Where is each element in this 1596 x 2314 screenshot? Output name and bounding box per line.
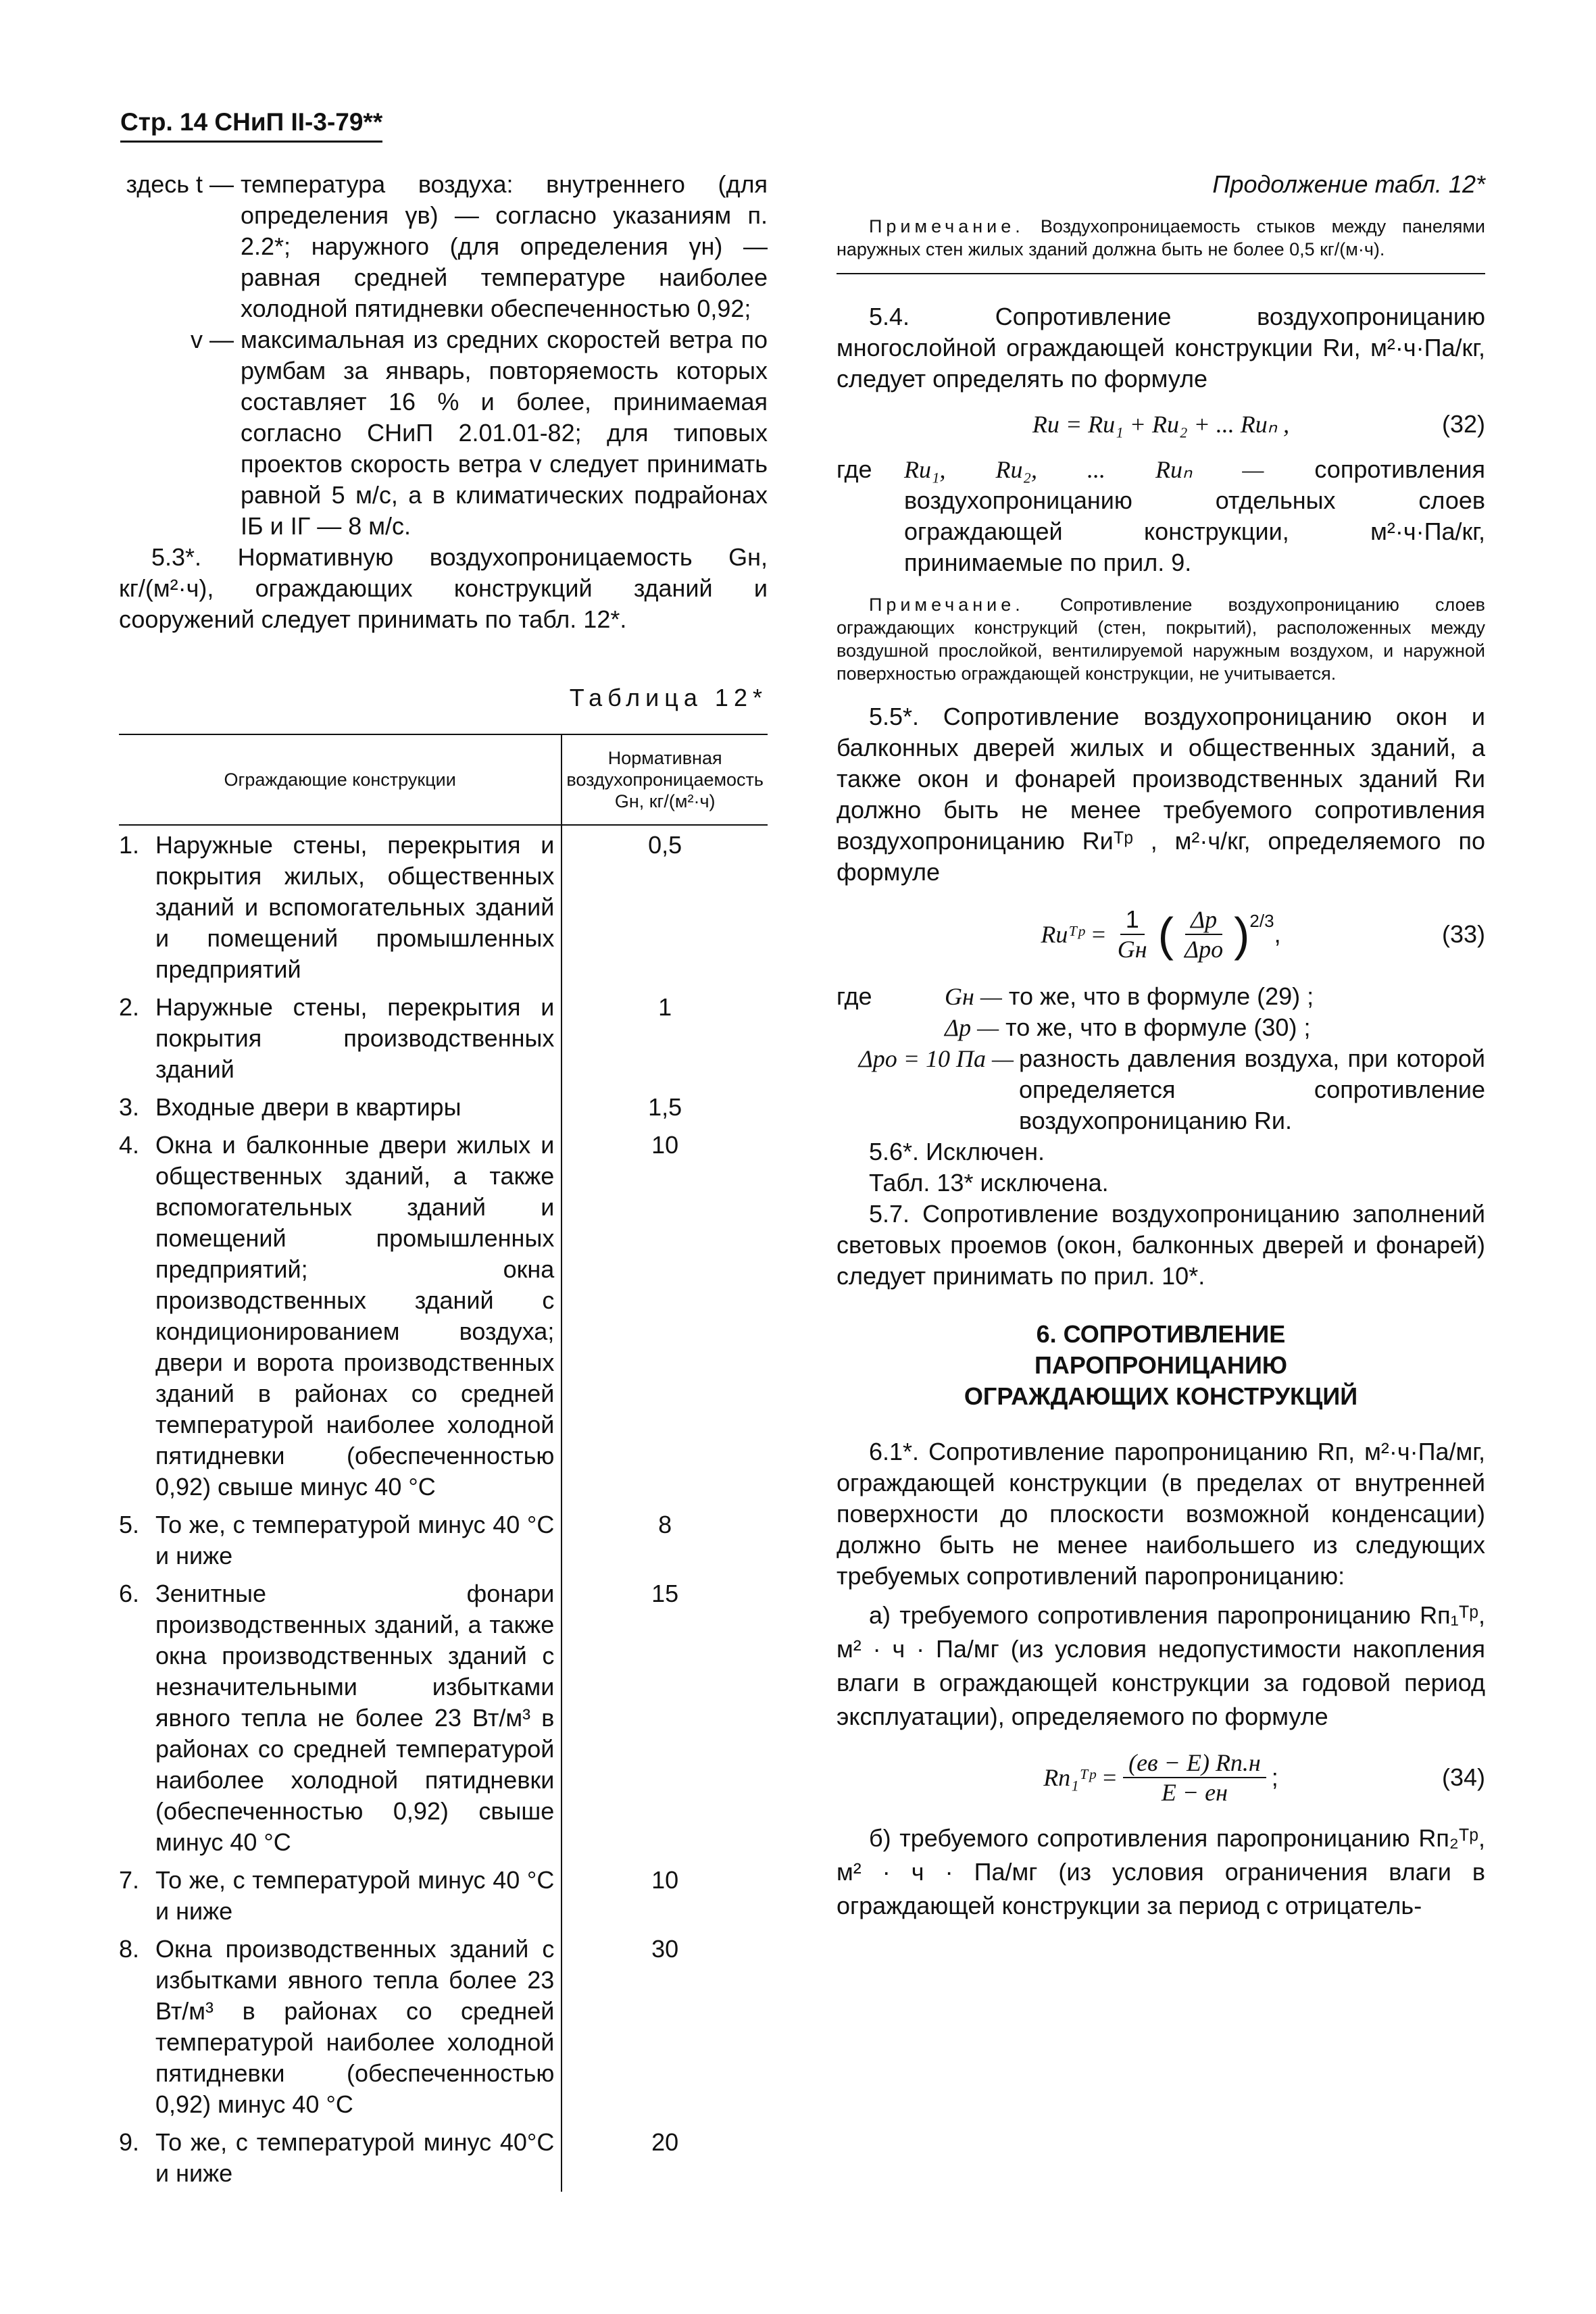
- row-number: 2.: [119, 993, 140, 1021]
- row-value: 10: [651, 1131, 679, 1159]
- page-header: Стр. 14 СНиП II-3-79**: [120, 108, 382, 143]
- denominator: Δpо: [1184, 936, 1224, 963]
- definition-v: [119, 324, 768, 542]
- def-symbol: здесь t —: [126, 170, 234, 198]
- note-label: Примечание.: [869, 595, 1024, 615]
- row-text: То же, с температурой минус 40°С и ниже: [155, 2128, 555, 2187]
- formula-number: (34): [1441, 1763, 1485, 1791]
- paragraph-5-3: 5.3*. Нормативную воздухопроницаемость Gн, кг/(м²·ч), ограждающих конструкций зданий и сооружений следует принимать по табл. 12*.: [119, 543, 768, 633]
- numerator: Δp: [1185, 905, 1222, 935]
- definition-t: [119, 169, 768, 324]
- row-number: 1.: [119, 831, 140, 859]
- row-value: 8: [658, 1511, 672, 1538]
- section-title-line: 6. СОПРОТИВЛЕНИЕ: [1036, 1320, 1286, 1348]
- paragraph-5-7: 5.7. Сопротивление воздухопроницанию заполнений световых проемов (окон, балконных дверей и фонарей) следует принимать по прил. 10*.: [837, 1200, 1485, 1290]
- table-row: [119, 1930, 768, 2123]
- numerator: 1: [1120, 905, 1145, 935]
- row-value: 20: [651, 2128, 679, 2156]
- paren-close: ): [1234, 908, 1250, 961]
- table-row: [119, 1088, 768, 1126]
- formula-33: Rиᵀᵖ = $\frac{1}{Gн}$ ( $\frac{\Delta p}{\text{Δpо}}$ ) $^{2/3}$ , (33): [1041, 905, 1485, 963]
- where-text: то же, что в формуле (30) ;: [1005, 1013, 1311, 1041]
- where-text: то же, что в формуле (29) ;: [1008, 982, 1314, 1010]
- paren-open: (: [1157, 908, 1174, 961]
- where-block-33-dp0: [837, 1043, 1485, 1136]
- row-number: 7.: [119, 1866, 140, 1894]
- right-column: [837, 169, 1485, 1923]
- table-row: [119, 1126, 768, 1505]
- formula-number: (32): [1441, 410, 1485, 438]
- table-12: [119, 734, 768, 2192]
- divider: [837, 273, 1485, 274]
- row-text: Окна и балконные двери жилых и общественных зданий, а также вспомогательных зданий и помещений промышленных предприятий; окна производственных зданий с кондиционированием воздуха; двери и ворота производственных зданий в районах со средней температурой наиболее холодной пятидневки (обеспеченностью 0,92) свыше минус 40 °С: [155, 1131, 555, 1501]
- section-6-title: [837, 1319, 1485, 1412]
- note-text: Воздухопроницаемость стыков между панелями наружных стен жилых зданий должна быть не более 0,5 кг/(м·ч).: [837, 216, 1485, 259]
- where-block-33: [837, 981, 1485, 1043]
- fraction-dp: [1179, 905, 1228, 963]
- left-column: [119, 169, 768, 2192]
- formula-32: [837, 404, 1485, 445]
- row-value: 10: [651, 1866, 679, 1894]
- row-value: 30: [651, 1935, 679, 1963]
- def-text: температура воздуха: внутреннего (для определения γв) — согласно указаниям п. 2.2*; наружного (для определения γн) — равная средней температуре наиболее холодной пятидневки обеспеченностью 0,92;: [241, 170, 768, 322]
- where-label: где: [837, 455, 872, 483]
- paragraph-5-4: 5.4. Сопротивление воздухопроницанию многослойной ограждающей конструкции Rи, м²·ч·Па/кг, следует определять по формуле: [837, 303, 1485, 393]
- row-text: Входные двери в квартиры: [155, 1093, 462, 1121]
- table-header-permeability: Нормативная воздухопроницаемость Gн, кг/(м²·ч): [562, 734, 768, 825]
- paragraph-5-5: 5.5*. Сопротивление воздухопроницанию окон и балконных дверей жилых и общественных зданий, а также окон и фонарей производственных зданий Rи должно быть не менее требуемого сопротивления воздухопроницанию Rиᵀᵖ , м²·ч/кг, определяемого по формуле: [837, 703, 1485, 886]
- where-label: [837, 1012, 904, 1043]
- row-text: Окна производственных зданий с избытками явного тепла более 23 Вт/м³ в районах со средней температурой наиболее холодной пятидневки (обеспеченностью 0,92) минус 40 °С: [155, 1935, 555, 2118]
- row-value: 1,5: [648, 1093, 682, 1121]
- denominator: E − eн: [1161, 1779, 1228, 1806]
- row-number: 9.: [119, 2128, 140, 2156]
- table-row: [119, 1574, 768, 1861]
- table-row: [119, 1505, 768, 1574]
- row-text: То же, с температурой минус 40 °С и ниже: [155, 1866, 555, 1925]
- paragraph-5-6: 5.6*. Исключен.: [869, 1138, 1045, 1165]
- note-text: Сопротивление воздухопроницанию слоев ограждающих конструкций (стен, покрытий), расположенных между воздушной прослойкой, вентилируемой наружным воздухом, и наружной поверхностью ограждающей конструкции, не учитывается.: [837, 595, 1485, 684]
- table-caption: Таблица 12*: [569, 684, 768, 711]
- where-label: где: [837, 982, 872, 1010]
- numerator: (eв − E) Rп.н: [1123, 1749, 1266, 1778]
- row-text: Наружные стены, перекрытия и покрытия жилых, общественных зданий и вспомогательных зданий и помещений промышленных предприятий: [155, 831, 555, 983]
- where-symbol: Gн —: [945, 983, 1002, 1010]
- table-continuation-label: Продолжение табл. 12*: [1212, 170, 1485, 198]
- where-text: разность давления воздуха, при которой определяется сопротивление воздухопроницанию Rи.: [1019, 1045, 1485, 1134]
- table-row: [119, 1861, 768, 1930]
- table-row: [119, 825, 768, 988]
- row-number: 3.: [119, 1093, 140, 1121]
- denominator: Gн: [1117, 936, 1147, 963]
- formula-number: (33): [1441, 920, 1485, 948]
- table-row: [119, 988, 768, 1088]
- formula-lhs: Rиᵀᵖ =: [1041, 921, 1107, 948]
- where-text: сопротивления воздухопроницанию отдельных слоев ограждающей конструкции, м²·ч·Па/кг, принимаемые по прил. 9.: [904, 455, 1485, 576]
- paragraph-6-1: 6.1*. Сопротивление паропроницанию Rп, м²·ч·Па/мг, ограждающей конструкции (в пределах от внутренней поверхности до плоскости возможной конденсации) должно быть не менее наибольшего из следующих требуемых сопротивлений паропроницанию:: [837, 1438, 1485, 1590]
- def-symbol: v —: [190, 326, 234, 353]
- row-text: Зенитные фонари производственных зданий, а также окна производственных зданий с незначительными избытками явного тепла не более 23 Вт/м³ в районах со средней температурой наиболее холодной пятидневки (обеспеченностью 0,92) свыше минус 40 °С: [155, 1580, 555, 1856]
- where-symbol: Rи₁, Rи₂, ... Rиₙ —: [904, 456, 1264, 483]
- paragraph-b: б) требуемого сопротивления паропроницанию Rп₂ᵀᵖ, м² · ч · Па/мг (из условия ограничения влаги в ограждающей конструкции за период с отрицатель-: [837, 1824, 1485, 1919]
- row-value: 1: [658, 993, 672, 1021]
- fraction-34: [1123, 1749, 1266, 1807]
- note-label: Примечание.: [869, 216, 1024, 236]
- fraction-1-over-g: [1112, 905, 1153, 963]
- formula-tail: ;: [1271, 1763, 1278, 1791]
- section-title-line: ОГРАЖДАЮЩИХ КОНСТРУКЦИЙ: [964, 1382, 1358, 1410]
- def-text: максимальная из средних скоростей ветра по румбам за январь, повторяемость которых составляет 16 % и более, принимаемая согласно СНиП 2.01.01-82; для типовых проектов скорость ветра v следует принимать равной 5 м/с, а в климатических подрайонах IБ и IГ — 8 м/с.: [241, 326, 768, 540]
- row-number: 6.: [119, 1580, 140, 1607]
- row-number: 8.: [119, 1935, 140, 1963]
- note-5-4: [837, 593, 1485, 685]
- note-table-12: [837, 215, 1485, 261]
- row-value: 0,5: [648, 831, 682, 859]
- formula-lhs: Rп₁ᵀᵖ =: [1043, 1764, 1118, 1791]
- where-symbol: Δp —: [945, 1014, 999, 1041]
- table-row: [119, 2123, 768, 2192]
- exponent: 2/3: [1249, 911, 1274, 931]
- formula-expression: Rи = Rи₁ + Rи₂ + ... Rиₙ ,: [1032, 411, 1290, 438]
- row-text: Наружные стены, перекрытия и покрытия производственных зданий: [155, 993, 555, 1083]
- row-value: 15: [651, 1580, 679, 1607]
- table-header-constructions: Ограждающие конструкции: [119, 734, 562, 825]
- row-text: То же, с температурой минус 40 °С и ниже: [155, 1511, 555, 1569]
- table-13-removed: Табл. 13* исключена.: [869, 1169, 1109, 1197]
- formula-34: [837, 1749, 1485, 1807]
- where-symbol: Δpо = 10 Па —: [858, 1045, 1014, 1072]
- section-title-line: ПАРОПРОНИЦАНИЮ: [1034, 1351, 1287, 1379]
- where-block-32: [837, 454, 1485, 578]
- row-number: 4.: [119, 1131, 140, 1159]
- paragraph-a: а) требуемого сопротивления паропроницанию Rп₁ᵀᵖ, м² · ч · Па/мг (из условия недопустимости накопления влаги в ограждающей конструкции за годовой период эксплуатации), определяемого по формуле: [837, 1601, 1485, 1730]
- row-number: 5.: [119, 1511, 140, 1538]
